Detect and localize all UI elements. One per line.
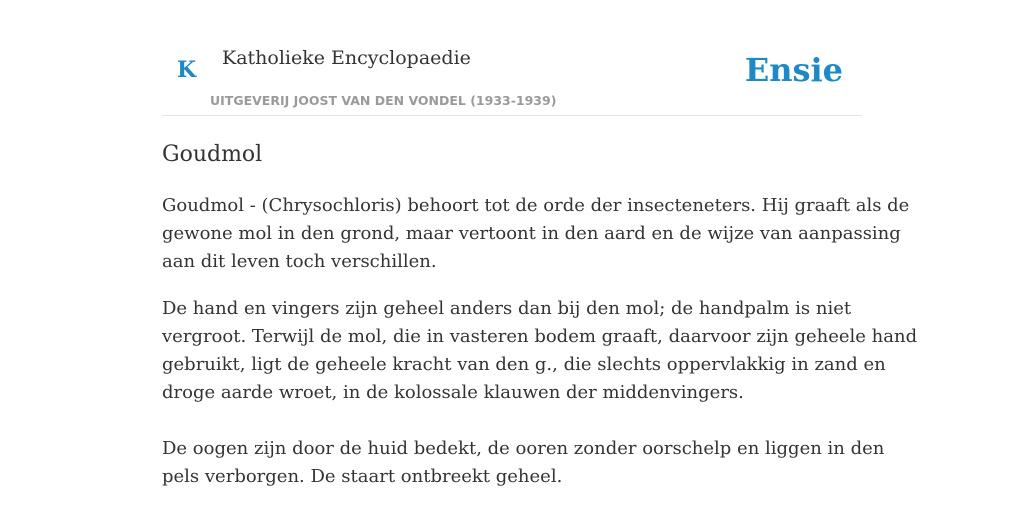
paragraph-line: De oogen zijn door de huid bedekt, de ooren zonder oorschelp en liggen in den: [162, 438, 885, 459]
paragraph-line: De hand en vingers zijn geheel anders dan bij den mol; de handpalm is niet: [162, 298, 852, 319]
article-paragraph: [162, 435, 885, 491]
article-paragraph: [162, 192, 910, 276]
paragraph-line: Goudmol - (Chrysochloris) behoort tot de orde der insecteneters. Hij graaft als de: [162, 195, 910, 216]
paragraph-line: pels verborgen. De staart ontbreekt geheel.: [162, 466, 563, 487]
encyclopedia-logo[interactable]: K: [177, 57, 197, 83]
header-divider: [162, 115, 862, 116]
paragraph-line: gewone mol in den grond, maar vertoont in den aard en de wijze van aanpassing: [162, 223, 901, 244]
article-paragraph: [162, 295, 918, 407]
site-title[interactable]: Katholieke Encyclopaedie: [222, 47, 471, 69]
paragraph-line: aan dit leven toch verschillen.: [162, 251, 437, 272]
paragraph-line: gebruikt, ligt de geheele kracht van den g., die slechts oppervlakkig in zand en: [162, 354, 886, 375]
article-title: Goudmol: [162, 142, 263, 167]
publisher-subtitle: UITGEVERIJ JOOST VAN DEN VONDEL (1933-1939): [210, 93, 557, 108]
paragraph-line: vergroot. Terwijl de mol, die in vasteren bodem graaft, daarvoor zijn geheele hand: [162, 326, 918, 347]
paragraph-line: droge aarde wroet, in de kolossale klauwen der middenvingers.: [162, 382, 744, 403]
brand-logo[interactable]: Ensie: [744, 51, 843, 89]
